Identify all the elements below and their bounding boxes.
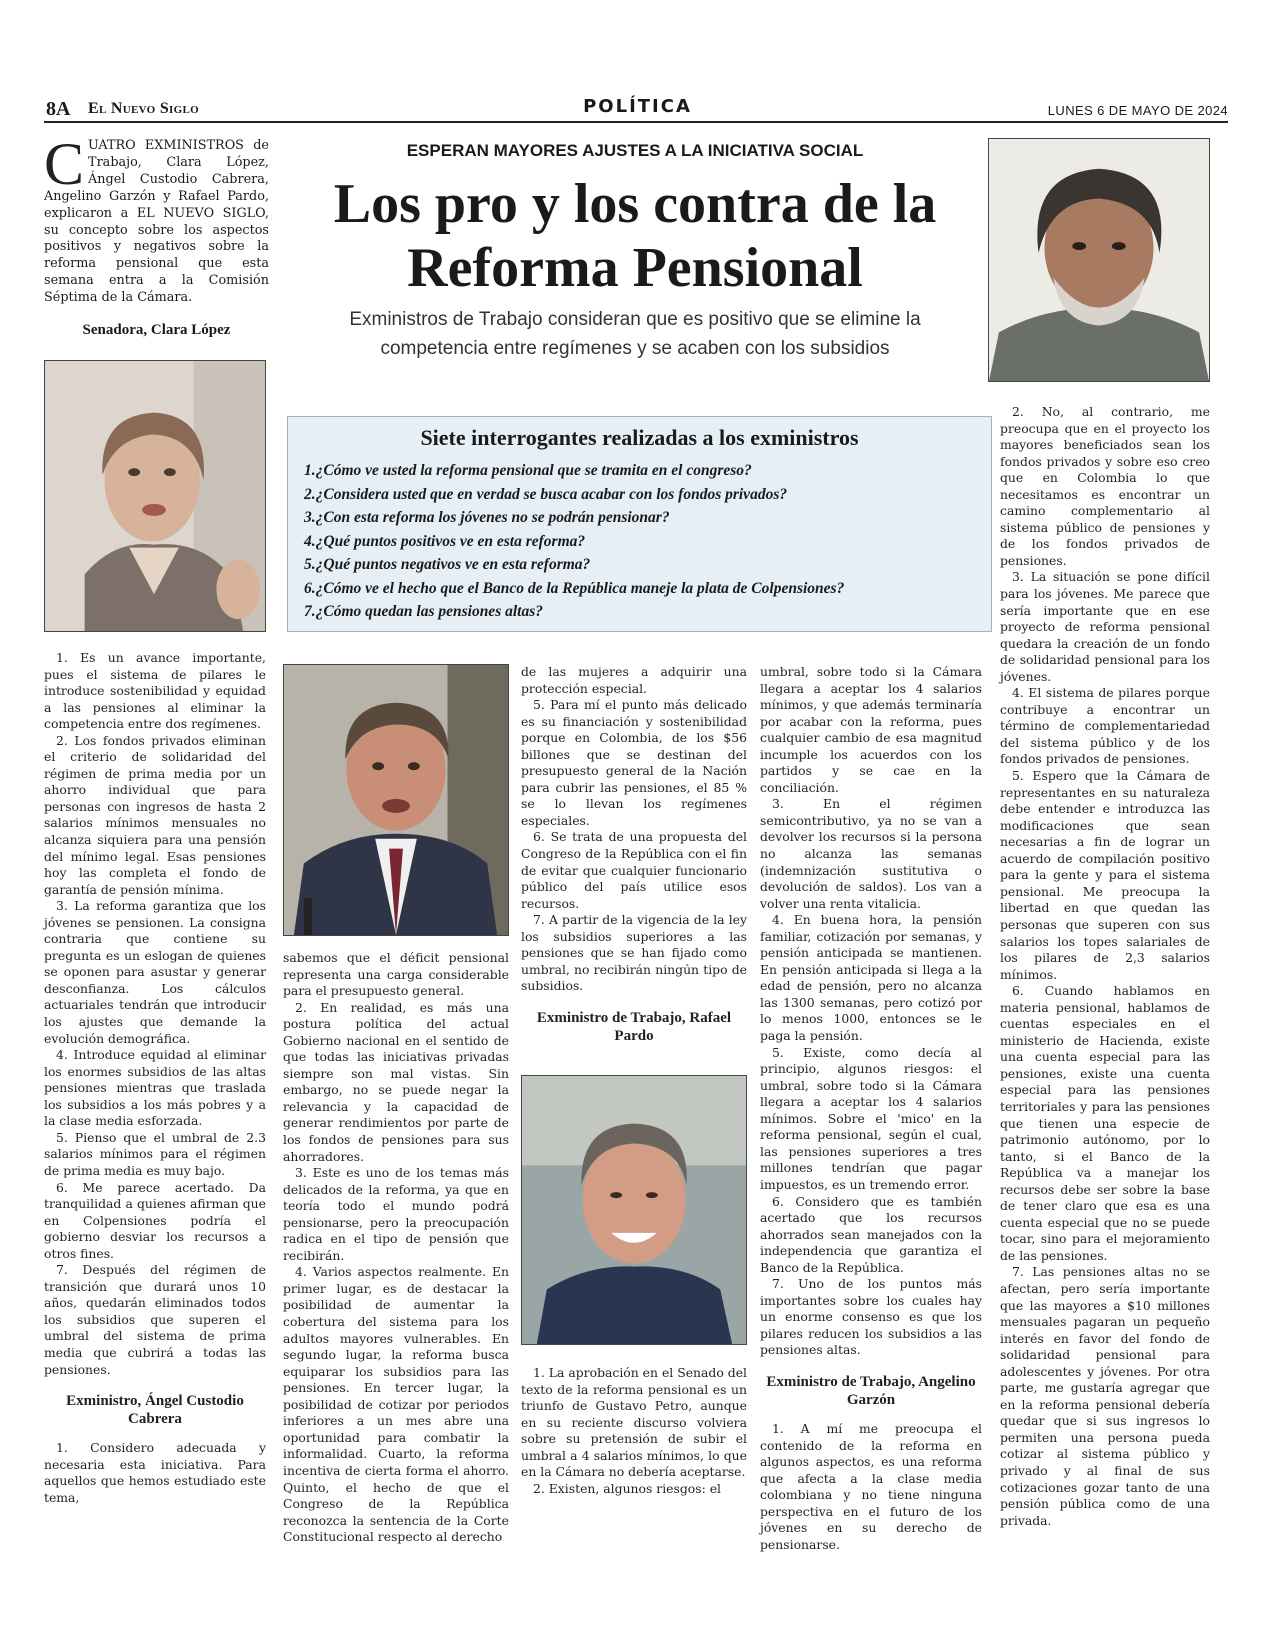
- column-3: [521, 664, 747, 1057]
- answer-paragraph: 5. Para mí el punto más delicado es su financiación y sostenibilidad porque en Colombia, de los $56 billones que se destinan del presupuesto general de la Nación para cubrir las pensiones, el 85 % se lo llevan los regímenes especiales.: [521, 697, 747, 828]
- answer-paragraph: 6. Me parece acertado. Da tranquilidad a quienes afirman que en Colpensiones podría el gobierno desviar los recursos a otros fines.: [44, 1179, 266, 1261]
- answer-paragraph: 1. Considero adecuada y necesaria esta iniciativa. Para aquellos que hemos estudiado este tema,: [44, 1440, 266, 1505]
- byline-clara: Senadora, Clara López: [82, 322, 231, 339]
- answer-paragraph: 4. El sistema de pilares porque contribuye a encontrar un término de complementariedad del sistema público y de los fondos privados de pensiones.: [1000, 685, 1210, 767]
- answer-paragraph: 1. A mí me preocupa el contenido de la reforma en algunos aspectos, es una reforma que afecta a la clase media colombiana y no tiene ninguna perspectiva en el futuro de los jóvenes en su derecho de pensionarse.: [760, 1420, 982, 1552]
- drop-cap: C: [44, 131, 85, 197]
- photo-angel-custodio-cabrera: [283, 664, 509, 936]
- byline-pardo: Exministro de Trabajo, Rafael Pardo: [536, 1009, 732, 1044]
- publication-date: LUNES 6 DE MAYO DE 2024: [1047, 103, 1228, 118]
- header-rule: [44, 121, 1228, 123]
- subhead-line-1: Exministros de Trabajo consideran que es positivo que se elimine la: [349, 309, 921, 330]
- answer-paragraph: 2. Los fondos privados eliminan el criterio de solidaridad del régimen de prima media por un ahorro individual que para personas con ingresos de hasta 2 salarios mínimos mensuales no alcanza siquiera para una pensión del mínimo legal. Esas pensiones hoy las completa el fondo de garantía de pensión mínima.: [44, 732, 266, 897]
- answer-paragraph: 3. En el régimen semicontributivo, ya no se van a devolver los recursos si la persona no alcanza las semanas (indemnización sustitutiva o devolución de saldos). Los van a volver una renta vitalicia.: [760, 796, 982, 911]
- byline-garzon: Exministro de Trabajo, Angelino Garzón: [766, 1373, 976, 1408]
- answer-paragraph: 2. No, al contrario, me preocupa que en el proyecto los mayores beneficiados sean los fondos privados y sobre eso creo que en Colombia lo que necesitamos es encontrar un camino complementario al sistema público de pensiones y de los fondos privados de pensiones.: [1000, 404, 1210, 568]
- column-2: [283, 950, 509, 1546]
- answer-paragraph: 7. Después del régimen de transición que durará unos 10 años, quedarán eliminados todos los subsidios que superen el umbral del sistema de prima media que cubrirá a todas las pensiones.: [44, 1262, 266, 1377]
- photo-angelino-garzon: [988, 138, 1210, 382]
- answer-paragraph: de las mujeres a adquirir una protección especial.: [521, 664, 747, 696]
- answer-paragraph: 3. La reforma garantiza que los jóvenes se pensionen. La consigna contraria que contiene su pregunta es un eslogan de quienes se oponen para asustar y generar desconfianza. Los cálculos actuariales tendrán que introducir los ajustes que demande la evolución demográfica.: [44, 898, 266, 1046]
- answer-paragraph: 4. Introduce equidad al eliminar los enormes subsidios de las altas pensiones mientras que traslada los subsidios a los más pobres y a la clase media esforzada.: [44, 1047, 266, 1129]
- headline-line-2: Reforma Pensional: [407, 237, 863, 299]
- section-title: POLÍTICA: [583, 96, 692, 117]
- answer-paragraph: sabemos que el déficit pensional representa una carga considerable para el presupuesto general.: [283, 950, 509, 999]
- question-item: 1.¿Cómo ve usted la reforma pensional que se tramita en el congreso?: [304, 462, 752, 479]
- question-item: 3.¿Con esta reforma los jóvenes no se podrán pensionar?: [304, 509, 670, 526]
- photo-rafael-pardo: [521, 1075, 747, 1345]
- kicker: ESPERAN MAYORES AJUSTES A LA INICIATIVA SOCIAL: [406, 141, 864, 160]
- answer-paragraph: umbral, sobre todo si la Cámara llegara a aceptar los 4 salarios mínimos, y que además terminaría por acabar con la reforma, pues cualquier cambio de esa magnitud incumple los acuerdos con los partidos y se cae en la conciliación.: [760, 664, 982, 795]
- headline: [290, 172, 980, 300]
- answer-paragraph: 7. Las pensiones altas no se afectan, pero sería importante que las mayores a $10 millones mensuales pagaran un pequeño interés en favor del fondo de solidaridad pensional para adolescentes y jóvenes. Por otra parte, me gustaría agregar que en la reforma pensional debería quedar que si sus ingresos lo permiten una persona pueda cotizar al sistema público y privado y al final de sus cotizaciones gozar tanto de una pensión pública como de una privada.: [1000, 1264, 1210, 1528]
- question-item: 4.¿Qué puntos positivos ve en esta reforma?: [304, 532, 586, 550]
- answer-paragraph: 4. Varios aspectos realmente. En primer lugar, es de destacar la posibilidad de aumentar la cobertura del sistema para los adultos mayores vulnerables. En segundo lugar, la reforma busca equiparar los subsidios para las pensiones. En tercer lugar, la posibilidad de cotizar por periodos inferiores a un mes abre una oportunidad para combatir la informalidad. Cuarto, la reforma incentiva de cierta forma el ahorro. Quinto, el hecho de que el Congreso de la República reconozca la sentencia de la Corte Constitucional respecto al derecho: [283, 1264, 509, 1545]
- newspaper-name: El Nuevo Siglo: [88, 100, 199, 117]
- answer-paragraph: 6. Cuando hablamos en materia pensional, hablamos de cuentas especiales en el ministerio de Hacienda, existe una cuenta especial para las pensiones, existe una cuenta especial para las pensiones territoriales y para las pensiones que tienen una especie de patrimonio autónomo, por lo tanto, si el Banco de la República va a manejar los recursos debe ser sobre la base de tener claro que esa es una cuenta especial que no se puede tocar, sino para el mejoramiento de las pensiones.: [1000, 983, 1210, 1263]
- answer-paragraph: 5. Espero que la Cámara de representantes en su naturaleza debe entender e introduzca las modificaciones que sean necesarias a fin de lograr un acuerdo de compilación positivo para la gente y para el sistema pensional. Me preocupa la libertad en que quedan las personas que superen con sus salarios los topes salariales de los pilares de 2,3 salarios mínimos.: [1000, 768, 1210, 982]
- question-item: 7.¿Cómo quedan las pensiones altas?: [304, 603, 543, 620]
- page-number: 8A: [46, 98, 71, 120]
- questions-title: Siete interrogantes realizadas a los exministros: [420, 425, 859, 450]
- answer-paragraph: 7. A partir de la vigencia de la ley los subsidios superiores a las pensiones que se han fijado como umbral, no recibirán ningún tipo de subsidios.: [521, 912, 747, 994]
- answer-paragraph: 1. Es un avance importante, pues el sistema de pilares le introduce sostenibilidad y equidad a las pensiones al eliminar la competencia entre dos regímenes.: [44, 650, 266, 732]
- subhead-line-2: competencia entre regímenes y se acaben con los subsidios: [380, 338, 890, 359]
- byline-cabrera: Exministro, Ángel Custodio Cabrera: [66, 1393, 244, 1428]
- column-1: [44, 650, 266, 1506]
- answer-paragraph: 5. Pienso que el umbral de 2.3 salarios mínimos para el régimen de prima media es muy bajo.: [44, 1129, 266, 1178]
- answer-paragraph: 2. Existen, algunos riesgos: el: [533, 1480, 722, 1496]
- answer-paragraph: 6. Considero que es también acertado que los recursos ahorrados sean manejados con la independencia que garantiza el Banco de la República.: [760, 1193, 982, 1275]
- photo-clara-lopez: [44, 360, 266, 632]
- article-intro: [44, 131, 269, 339]
- question-item: 5.¿Qué puntos negativos ve en esta reforma?: [304, 556, 591, 573]
- questions-box: [287, 416, 992, 632]
- answer-paragraph: 1. La aprobación en el Senado del texto de la reforma pensional es un triunfo de Gustavo Petro, aunque en su reciente discurso volviera sobre su pretensión de subir el umbral a 4 salarios mínimos, lo que en la Cámara no debería aceptarse.: [521, 1365, 747, 1480]
- subheadline: [290, 305, 980, 363]
- answer-paragraph: 6. Se trata de una propuesta del Congreso de la República con el fin de evitar que cualquier funcionario público del país utilice esos recursos.: [521, 829, 747, 911]
- answer-paragraph: 4. En buena hora, la pensión familiar, cotización por semanas, y pensión anticipada se mantienen. En pensión anticipada si llega a la edad de pensión, pero no alcanza las 1300 semanas, pero cotizó por lo menos 1000, entonces se le paga la pensión.: [760, 912, 982, 1044]
- answer-paragraph: 2. En realidad, es más una postura política del actual Gobierno nacional en el sentido de que todas las iniciativas privadas siempre son mal vistas. Sin embargo, no se puede negar la relevancia y la capacidad de generar rendimientos por parte de los fondos de pensiones para sus ahorradores.: [283, 999, 509, 1164]
- answer-paragraph: 5. Existe, como decía al principio, algunos riesgos: el umbral, sobre todo si la Cámara llegara a aceptar los 4 salarios mínimos. Sobre el 'mico' en la reforma pensional, según el cual, las pensiones superiores a tres millones tendrían que pagar impuestos, es un tremendo error.: [760, 1044, 982, 1192]
- answer-paragraph: 3. La situación se pone difícil para los jóvenes. Me parece que sería importante que en ese proyecto de reforma pensional quedara la creación de un fondo de solidaridad pensional para los jóvenes.: [1000, 569, 1210, 684]
- question-item: 6.¿Cómo ve el hecho que el Banco de la República maneje la plata de Colpensiones?: [304, 579, 845, 597]
- headline-line-1: Los pro y los contra de la: [333, 173, 937, 235]
- questions-list: [304, 459, 975, 624]
- column-5: [1000, 404, 1210, 1529]
- answer-paragraph: 7. Uno de los puntos más importantes sobre los cuales hay un enorme consenso es que los pilares reducen los subsidios a las pensiones altas.: [760, 1276, 982, 1358]
- intro-text: UATRO EXMINISTROS de Trabajo, Clara López, Ángel Custodio Cabrera, Angelino Garzón y Rafael Pardo, explicaron a EL NUEVO SIGLO, su concepto sobre los aspectos positivos y negativos sobre la reforma pensional que esta semana entra a la Comisión Séptima de la Cámara.: [44, 138, 269, 306]
- question-item: 2.¿Considera usted que en verdad se busca acabar con los fondos privados?: [304, 485, 788, 503]
- column-4: [760, 664, 982, 1553]
- answer-paragraph: 3. Este es uno de los temas más delicados de la reforma, ya que en teoría todo el mundo podrá pensionarse, pero la preocupación radica en el tipo de pensión que recibirán.: [283, 1165, 509, 1263]
- column-3-bottom: [521, 1365, 747, 1497]
